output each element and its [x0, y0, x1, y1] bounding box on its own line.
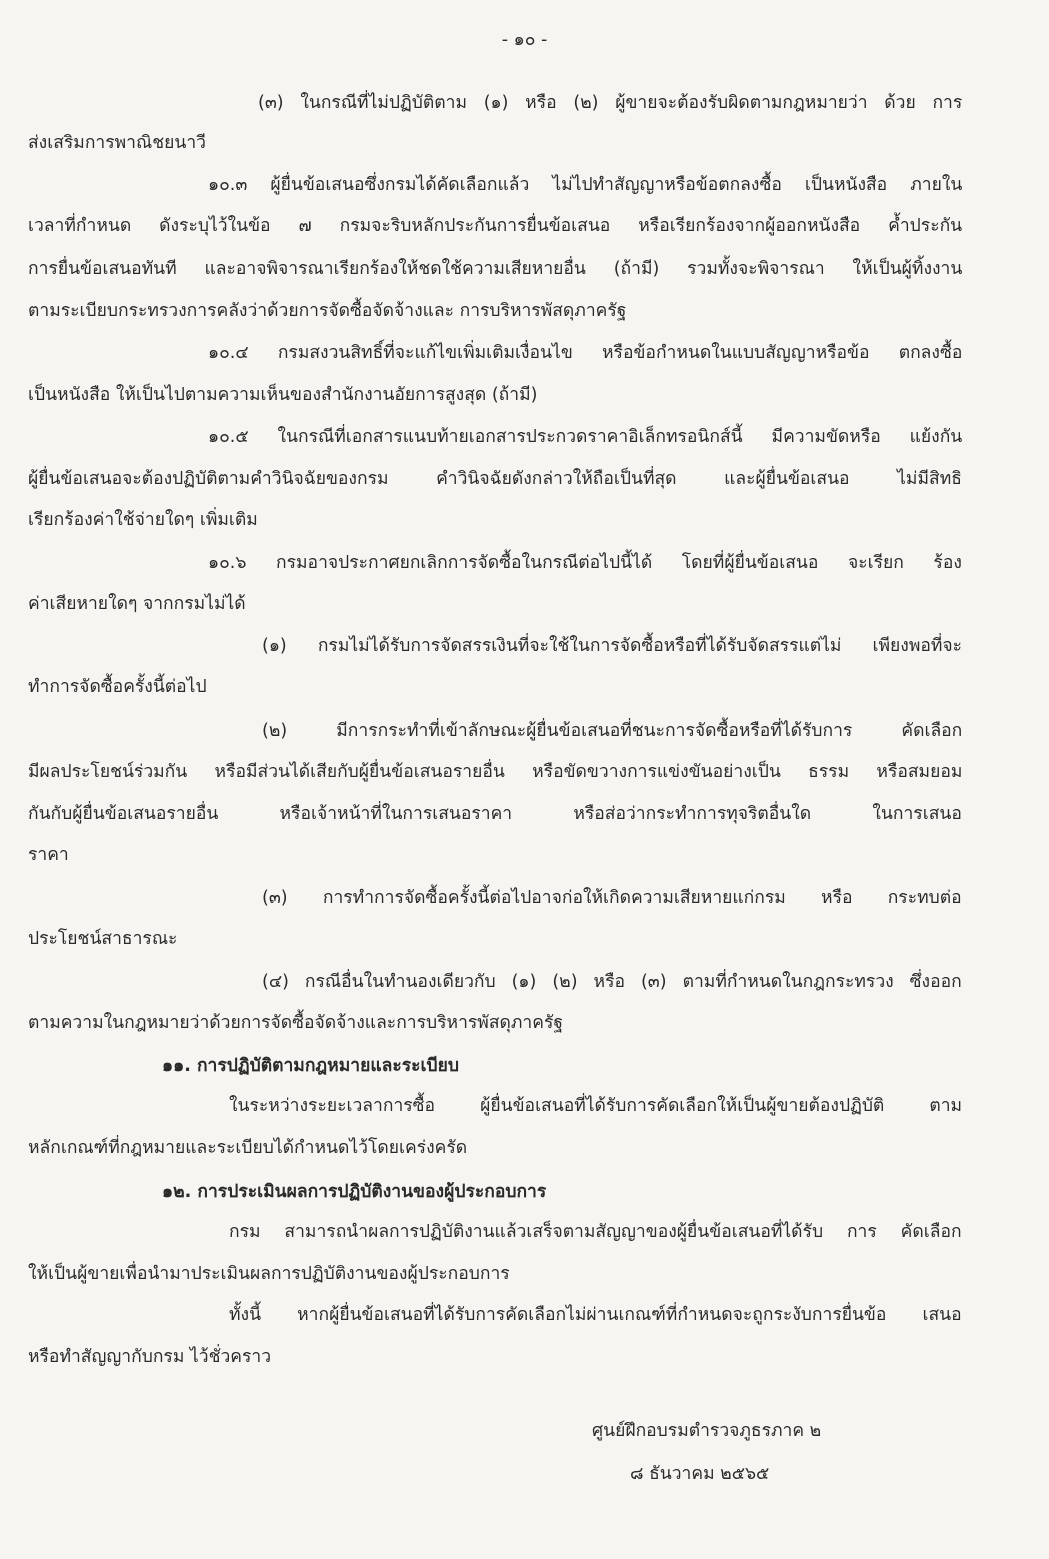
clause-10-3-line1: ๑๐.๓ ผู้ยื่นข้อเสนอซึ่งกรมได้คัดเลือกแล้ว ไม่ไปทำสัญญาหรือข้อตกลงซื้อ เป็นหนังสือ ภายใน: [208, 175, 963, 195]
section-12-line1: กรม สามารถนำผลการปฏิบัติงานแล้วเสร็จตามสัญญาของผู้ยื่นข้อเสนอที่ได้รับ การ คัดเลือก: [229, 1222, 962, 1242]
signature-date: ๘ ธันวาคม ๒๕๖๕: [630, 1464, 770, 1484]
sub-2-line1: (๒) มีการกระทำที่เข้าลักษณะผู้ยื่นข้อเสนอที่ชนะการจัดซื้อหรือที่ได้รับการ คัดเลือก: [262, 721, 963, 741]
sub-1-line2: ทำการจัดซื้อครั้งนี้ต่อไป: [28, 677, 207, 697]
clause-10-4-line2: เป็นหนังสือ ให้เป็นไปตามความเห็นของสำนักงานอัยการสูงสุด (ถ้ามี): [28, 385, 538, 405]
sub-4-line1: (๔) กรณีอื่นในทำนองเดียวกับ (๑) (๒) หรือ (๓) ตามที่กำหนดในกฎกระทรวง ซึ่งออก: [262, 972, 962, 992]
clause-10-3-line2: เวลาที่กำหนด ดังระบุไว้ในข้อ ๗ กรมจะริบหลักประกันการยื่นข้อเสนอ หรือเรียกร้องจากผู้ออกหนังสือ ค้ำประกัน: [28, 216, 963, 236]
line-3-noncompliance: (๓) ในกรณีที่ไม่ปฏิบัติตาม (๑) หรือ (๒) ผู้ขายจะต้องรับผิดตามกฎหมายว่า ด้วย การ: [258, 93, 963, 113]
section-12-line4: หรือทำสัญญากับกรม ไว้ชั่วคราว: [28, 1347, 272, 1367]
section-12-line3: ทั้งนี้ หากผู้ยื่นข้อเสนอที่ได้รับการคัดเลือกไม่ผ่านเกณฑ์ที่กำหนดจะถูกระงับการยื่นข้อ เสนอ: [229, 1305, 962, 1325]
clause-10-6-line2: ค่าเสียหายใดๆ จากกรมไม่ได้: [28, 594, 246, 614]
signature-org: ศูนย์ฝึกอบรมตำรวจภูธรภาค ๒: [592, 1421, 822, 1441]
sub-3-line2: ประโยชน์สาธารณะ: [28, 929, 178, 949]
section-11-line2: หลักเกณฑ์ที่กฎหมายและระเบียบได้กำหนดไว้โดยเคร่งครัด: [28, 1138, 468, 1158]
sub-2-line2: มีผลประโยชน์ร่วมกัน หรือมีส่วนได้เสียกับผู้ยื่นข้อเสนอรายอื่น หรือขัดขวางการแข่งขันอย่างเป็น ธรรม หรือสมยอม: [28, 762, 963, 782]
page-number: - ๑๐ -: [501, 30, 548, 50]
section-12-heading: ๑๒. การประเมินผลการปฏิบัติงานของผู้ประกอบการ: [162, 1182, 547, 1202]
section-11-line1: ในระหว่างระยะเวลาการซื้อ ผู้ยื่นข้อเสนอที่ได้รับการคัดเลือกให้เป็นผู้ขายต้องปฏิบัติ ตาม: [229, 1096, 963, 1116]
clause-10-3-line3: การยื่นข้อเสนอทันที และอาจพิจารณาเรียกร้องให้ชดใช้ความเสียหายอื่น (ถ้ามี) รวมทั้งจะพิจารณา ให้เป็นผู้ทิ้งงาน: [28, 259, 963, 279]
clause-10-4-line1: ๑๐.๔ กรมสงวนสิทธิ์ที่จะแก้ไขเพิ่มเติมเงื่อนไข หรือข้อกำหนดในแบบสัญญาหรือข้อ ตกลงซื้อ: [208, 343, 963, 363]
clause-10-5-line2: ผู้ยื่นข้อเสนอจะต้องปฏิบัติตามคำวินิจฉัยของกรม คำวินิจฉัยดังกล่าวให้ถือเป็นที่สุด และผู้ยื่นข้อเสนอ ไม่มีสิทธิ: [28, 469, 962, 489]
clause-10-6-line1: ๑๐.๖ กรมอาจประกาศยกเลิกการจัดซื้อในกรณีต่อไปนี้ได้ โดยที่ผู้ยื่นข้อเสนอ จะเรียก ร้อง: [208, 553, 962, 573]
sub-2-line4: ราคา: [28, 845, 69, 865]
section-11-heading: ๑๑. การปฏิบัติตามกฎหมายและระเบียบ: [162, 1056, 459, 1076]
line-shipping-promotion: ส่งเสริมการพาณิชยนาวี: [28, 133, 206, 153]
sub-3-line1: (๓) การทำการจัดซื้อครั้งนี้ต่อไปอาจก่อให้เกิดความเสียหายแก่กรม หรือ กระทบต่อ: [262, 888, 962, 908]
sub-1-line1: (๑) กรมไม่ได้รับการจัดสรรเงินที่จะใช้ในการจัดซื้อหรือที่ได้รับจัดสรรแต่ไม่ เพียงพอที่จะ: [262, 636, 963, 656]
clause-10-5-line1: ๑๐.๕ ในกรณีที่เอกสารแนบท้ายเอกสารประกวดราคาอิเล็กทรอนิกส์นี้ มีความขัดหรือ แย้งกัน: [208, 427, 963, 447]
sub-2-line3: กันกับผู้ยื่นข้อเสนอรายอื่น หรือเจ้าหน้าที่ในการเสนอราคา หรือส่อว่ากระทำการทุจริตอื่นใด ในการเสนอ: [28, 804, 962, 824]
section-12-line2: ให้เป็นผู้ขายเพื่อนำมาประเมินผลการปฏิบัติงานของผู้ประกอบการ: [28, 1264, 510, 1284]
sub-4-line2: ตามความในกฎหมายว่าด้วยการจัดซื้อจัดจ้างและการบริหารพัสดุภาครัฐ: [28, 1013, 563, 1033]
clause-10-5-line3: เรียกร้องค่าใช้จ่ายใดๆ เพิ่มเติม: [28, 510, 258, 530]
clause-10-3-line4: ตามระเบียบกระทรวงการคลังว่าด้วยการจัดซื้อจัดจ้างและ การบริหารพัสดุภาครัฐ: [28, 301, 627, 321]
